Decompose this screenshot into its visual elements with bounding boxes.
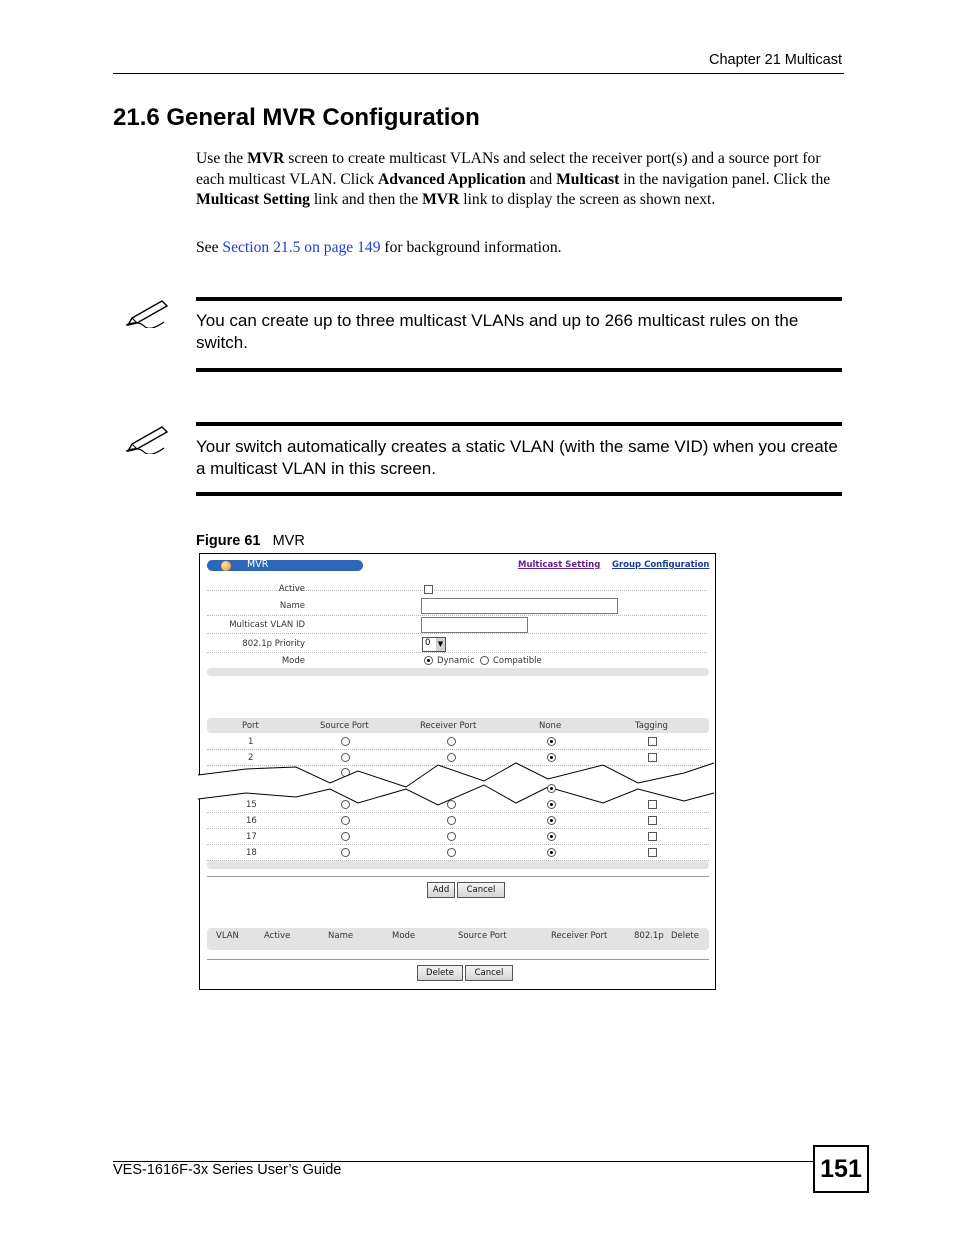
tagging-checkbox[interactable]	[648, 737, 657, 746]
intro-paragraph: Use the MVR screen to create multicast VLANs and select the receiver port(s) and a source port for each multicast VLAN. Click Advanced Application and Multicast in the navigation panel. Click the Multicast Setting link and then the MVR link to display the screen as shown next.	[196, 150, 831, 208]
col-none: None	[539, 721, 562, 731]
receiver-port-radio[interactable]	[447, 816, 456, 825]
mode-compatible-label: Compatible	[493, 656, 542, 666]
note-pen-icon	[124, 424, 172, 454]
col-vlan: VLAN	[216, 931, 239, 941]
none-radio[interactable]	[547, 832, 556, 841]
col-tagging: Tagging	[635, 721, 668, 731]
page-number: 151	[813, 1145, 869, 1193]
port-number: 15	[246, 800, 257, 810]
col-source-port: Source Port	[320, 721, 369, 731]
receiver-port-radio[interactable]	[447, 832, 456, 841]
note-text: You can create up to three multicast VLANs and up to 266 multicast rules on the switch.	[196, 311, 799, 352]
section-link[interactable]: Section 21.5 on page 149	[222, 239, 381, 256]
col-active: Active	[264, 931, 291, 941]
source-port-radio[interactable]	[341, 848, 350, 857]
guide-title: VES-1616F-3x Series User’s Guide	[113, 1162, 342, 1178]
port-number: 2	[248, 753, 254, 763]
cancel-button[interactable]: Cancel	[465, 965, 513, 981]
reference-paragraph: See Section 21.5 on page 149 for background information.	[196, 239, 562, 256]
col-receiver-port: Receiver Port	[420, 721, 477, 731]
none-radio[interactable]	[547, 848, 556, 857]
col-port: Port	[242, 721, 259, 731]
source-port-radio[interactable]	[341, 816, 350, 825]
mvr-screen	[199, 553, 716, 990]
col-delete: Delete	[671, 931, 699, 941]
header-rule	[113, 73, 844, 74]
figure-caption: Figure 61 MVR	[196, 533, 305, 549]
mvr-title-bar	[207, 560, 363, 571]
title-bullet-icon	[221, 561, 231, 571]
group-configuration-link[interactable]: Group Configuration	[612, 560, 710, 570]
note-pen-icon	[124, 298, 172, 328]
note-bottom-bar	[196, 368, 842, 372]
section-title: 21.6 General MVR Configuration	[113, 104, 480, 131]
multicast-setting-link[interactable]: Multicast Setting	[518, 560, 601, 570]
col-mode: Mode	[392, 931, 416, 941]
mode-dynamic-label: Dynamic	[437, 656, 475, 666]
note-top-bar	[196, 297, 842, 301]
chevron-down-icon: ▼	[436, 638, 445, 651]
tagging-checkbox[interactable]	[648, 816, 657, 825]
col-source-port: Source Port	[458, 931, 507, 941]
cancel-button[interactable]: Cancel	[457, 882, 505, 898]
name-input[interactable]	[421, 598, 618, 614]
source-port-radio[interactable]	[341, 800, 350, 809]
port-number: 17	[246, 832, 257, 842]
col-8021p: 802.1p	[634, 931, 664, 941]
port-number: 18	[246, 848, 257, 858]
table-footer-bar	[207, 861, 709, 869]
port-number: 16	[246, 816, 257, 826]
port-number: 1	[248, 737, 254, 747]
vlan-id-label: Multicast VLAN ID	[229, 620, 305, 630]
table-row	[207, 845, 709, 861]
note-bottom-bar	[196, 492, 842, 496]
vlan-id-input[interactable]	[421, 617, 528, 633]
tagging-checkbox[interactable]	[648, 800, 657, 809]
table-row	[207, 813, 709, 829]
mvr-title: MVR	[247, 559, 269, 570]
mode-label: Mode	[281, 656, 305, 666]
divider	[207, 959, 709, 960]
tagging-checkbox[interactable]	[648, 848, 657, 857]
source-port-radio[interactable]	[341, 737, 350, 746]
divider	[207, 876, 709, 877]
source-port-radio[interactable]	[341, 832, 350, 841]
note-text: Your switch automatically creates a static VLAN (with the same VID) when you create a multicast VLAN in this screen.	[196, 437, 838, 478]
add-button[interactable]: Add	[427, 882, 455, 898]
receiver-port-radio[interactable]	[447, 848, 456, 857]
chapter-header: Chapter 21 Multicast	[709, 52, 842, 68]
tagging-checkbox[interactable]	[648, 832, 657, 841]
table-row	[207, 734, 709, 750]
none-radio[interactable]	[547, 784, 556, 793]
none-radio[interactable]	[547, 800, 556, 809]
name-label: Name	[279, 601, 305, 611]
receiver-port-radio[interactable]	[447, 800, 456, 809]
note-top-bar	[196, 422, 842, 426]
none-radio[interactable]	[547, 816, 556, 825]
none-radio[interactable]	[547, 737, 556, 746]
col-name: Name	[328, 931, 354, 941]
col-receiver-port: Receiver Port	[551, 931, 608, 941]
priority-label: 802.1p Priority	[242, 639, 305, 649]
mode-dynamic-radio[interactable]	[424, 656, 433, 665]
mode-compatible-radio[interactable]	[480, 656, 489, 665]
table-row	[207, 797, 709, 813]
table-row	[207, 829, 709, 845]
form-footer-bar	[207, 668, 709, 676]
priority-select[interactable]: 0 ▼	[422, 637, 446, 652]
delete-button[interactable]: Delete	[417, 965, 463, 981]
receiver-port-radio[interactable]	[447, 737, 456, 746]
active-label: Active	[278, 584, 305, 594]
